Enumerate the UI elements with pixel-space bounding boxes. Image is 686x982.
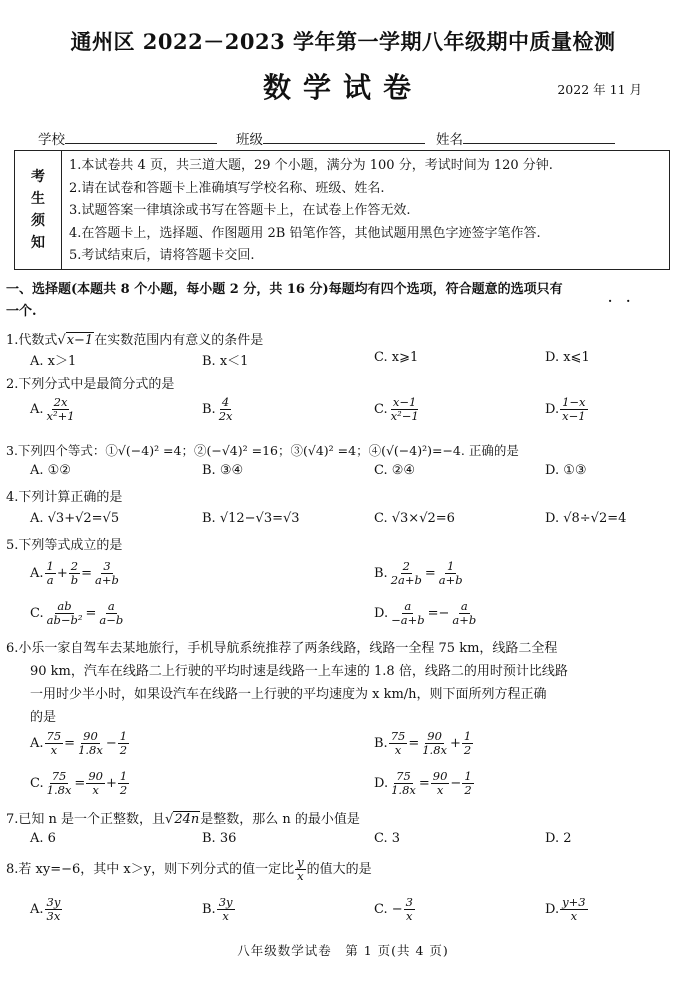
q8-option-c: C. − $\frac{3}{x}$	[374, 895, 413, 923]
q1-option-b: B. x＜1	[202, 354, 249, 369]
q7-option-a: A. 6	[30, 831, 56, 846]
section-heading-cont: 一个.	[6, 304, 37, 319]
class-label: 班级	[236, 132, 263, 148]
q5-option-d: D. $\frac{a}{-a+b}$ =− $\frac{a}{a+b}$	[374, 599, 477, 627]
section-heading: 一、选择题(本题共 8 个小题，每小题 2 分，共 16 分)每题均有四个选项，符合题意的选项只有	[6, 282, 563, 297]
q2-option-b: B. $\frac{4}{2x}$	[202, 395, 233, 423]
q5-option-c: C. $\frac{ab}{\text{ab−b²}}$ = $\frac{a}{a-b}$	[30, 599, 124, 627]
q4-option-d: D. √8÷√2=4	[545, 511, 627, 526]
q2-option-c: C. $\frac{x-1}{\text{x²−1}}$	[374, 395, 419, 423]
name-field	[436, 128, 615, 148]
school-field	[38, 128, 217, 148]
q4-option-b: B. √12−√3=√3	[202, 511, 300, 526]
school-blank	[65, 129, 217, 144]
notice-item: 1.本试卷共 4 页，共三道大题，29 个小题，满分为 100 分，考试时间为 120 分钟.	[69, 158, 553, 173]
q6-option-a: A. $\frac{75}{x}$ = $\frac{90}{1.8x}$ − $\frac{1}{2}$	[30, 729, 128, 757]
q3-option-d: D. ①③	[545, 463, 587, 478]
q3-option-a: A. ①②	[30, 463, 71, 478]
subject-title: 数学试卷	[262, 71, 423, 104]
q7-option-c: C. 3	[374, 831, 401, 846]
q8-option-a: A. $\frac{3y}{3x}$	[30, 895, 61, 923]
class-field	[236, 128, 425, 148]
q6-option-b: B. $\frac{75}{x}$ = $\frac{90}{1.8x}$ + $\frac{1}{2}$	[374, 729, 472, 757]
question-6-line4: 的是	[30, 710, 57, 725]
name-label: 姓名	[436, 132, 463, 148]
school-label: 学校	[38, 132, 65, 148]
q6-option-d: D. $\frac{75}{1.8x}$ = $\frac{90}{x}$ − $\frac{1}{2}$	[374, 769, 472, 797]
q4-option-c: C. √3×√2=6	[374, 511, 455, 526]
page-footer: 八年级数学试卷 第 1 页(共 4 页)	[237, 943, 449, 958]
question-6-line2: 90 km，汽车在线路二上行驶的平均时速是线路一上车速的 1.8 倍，线路二的用时预计比线路	[30, 664, 568, 679]
question-5-stem: 5.下列等式成立的是	[6, 538, 123, 553]
notice-item: 5.考试结束后，请将答题卡交回.	[69, 248, 255, 263]
q7-option-d: D. 2	[545, 831, 572, 846]
notice-side-label: 考 生 须 知	[15, 151, 62, 269]
q5-option-b: B. $\frac{2}{2a+b}$ = $\frac{1}{a+b}$	[374, 559, 463, 587]
question-3-stem: 3.下列四个等式：①√(−4)² =4；②(−√4)² =16；③(√4)² =4；④(√(−4)²)=−4. 正确的是	[6, 443, 519, 458]
notice-item: 4.在答题卡上，选择题、作图题用 2B 铅笔作答，其他试题用黑色字迹签字笔作答.	[69, 225, 541, 241]
q8-option-b: B. $\frac{3y}{x}$	[202, 895, 233, 923]
candidate-notice-box	[14, 150, 670, 270]
q5-option-a: A. $\frac{1}{a}$ + $\frac{2}{b}$ = $\frac{3}{a+b}$	[30, 559, 119, 587]
question-6-line3: 一用时少半小时，如果设汽车在线路一上行驶的平均速度为 x km/h，则下面所列方程正确	[30, 687, 547, 702]
notice-item: 3.试题答案一律填涂或书写在答题卡上，在试卷上作答无效.	[69, 203, 411, 218]
question-8-stem: 8.若 xy=−6，其中 x＞y，则下列分式的值一定比 $\frac{y}{x}$ 的值大的是	[6, 855, 372, 883]
class-blank	[263, 129, 425, 144]
name-blank	[463, 129, 615, 144]
q4-option-a: A. √3+√2=√5	[30, 511, 120, 526]
q2-option-a: A. $\frac{2x}{\text{x²+1}}$	[30, 395, 75, 423]
q1-option-d: D. x⩽1	[545, 350, 590, 365]
q3-option-c: C. ②④	[374, 463, 416, 478]
exam-date: 2022 年 11 月	[557, 82, 642, 97]
question-6-line1: 6.小乐一家自驾车去某地旅行，手机导航系统推荐了两条线路，线路一全程 75 km，线路二全程	[6, 641, 558, 656]
question-4-stem: 4.下列计算正确的是	[6, 490, 123, 505]
question-1-stem: 1.代数式√x−1在实数范围内有意义的条件是	[6, 333, 264, 348]
q6-option-c: C. $\frac{75}{1.8x}$ = $\frac{90}{x}$ + $\frac{1}{2}$	[30, 769, 128, 797]
emphasis-dots: ··	[608, 294, 645, 308]
exam-title: 通州区 2022－2023 学年第一学期八年级期中质量检测	[70, 29, 616, 54]
q2-option-d: D. $\frac{1-x}{x-1}$	[545, 395, 586, 423]
q1-option-a: A. x＞1	[30, 354, 77, 369]
notice-item: 2.请在试卷和答题卡上准确填写学校名称、班级、姓名.	[69, 180, 385, 196]
question-7-stem: 7.已知 n 是一个正整数，且√24n是整数，那么 n 的最小值是	[6, 812, 360, 827]
q1-option-c: C. x⩾1	[374, 350, 419, 365]
q7-option-b: B. 36	[202, 831, 237, 846]
q3-option-b: B. ③④	[202, 463, 244, 478]
notice-items	[69, 155, 553, 268]
question-2-stem: 2.下列分式中是最简分式的是	[6, 377, 175, 392]
q8-option-d: D. $\frac{y+3}{x}$	[545, 895, 586, 923]
